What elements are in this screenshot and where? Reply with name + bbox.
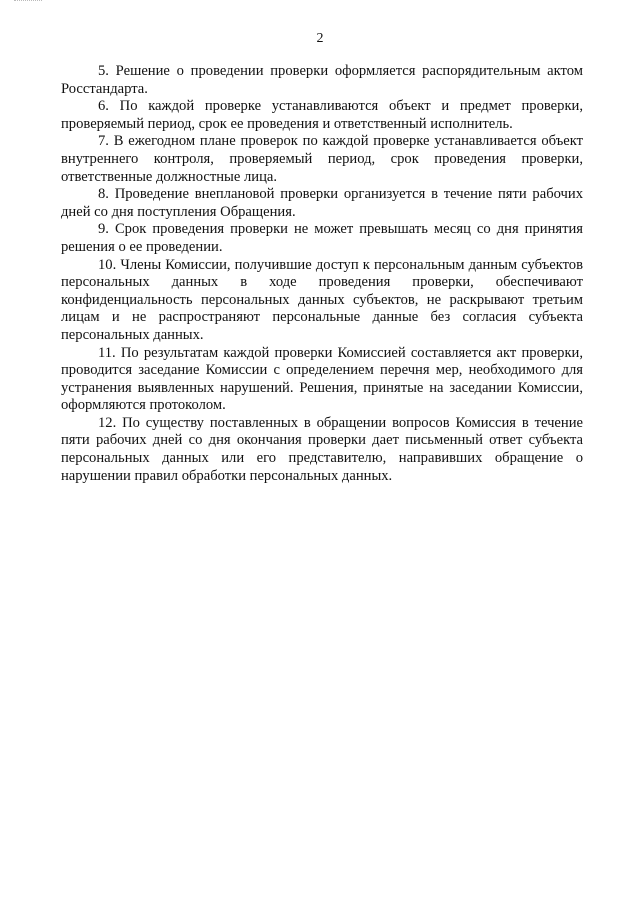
paragraph-9: 9. Срок проведения проверки не может превышать месяц со дня принятия решения о ее проведении.: [61, 221, 583, 255]
paragraph-11: 11. По результатам каждой проверки Комиссией составляется акт проверки, проводится заседание Комиссии с определением перечня мер, необходимого для устранения выявленных нарушений. Решения, принятые на заседании Комиссии, оформляются протоколом.: [61, 344, 583, 414]
paragraph-10: 10. Члены Комиссии, получившие доступ к персональным данным субъектов персональных данных в ходе проведения проверки, обеспечивают конфиденциальность персональных данных субъектов, не раскрывают третьим лицам и не распространяют персональные данные без согласия субъекта персональных данных.: [61, 256, 583, 343]
paragraph-7: 7. В ежегодном плане проверок по каждой проверке устанавливается объект внутреннего контроля, проверяемый период, срок проведения проверки, ответственные должностные лица.: [61, 133, 583, 185]
document-body: [61, 63, 583, 485]
paragraph-8: 8. Проведение внеплановой проверки организуется в течение пяти рабочих дней со дня поступления Обращения.: [61, 186, 583, 220]
page-number: 2: [316, 31, 324, 46]
paragraph-5: 5. Решение о проведении проверки оформляется распорядительным актом Росстандарта.: [61, 63, 583, 97]
scan-artifact: [14, 0, 42, 5]
paragraph-6: 6. По каждой проверке устанавливаются объект и предмет проверки, проверяемый период, срок ее проведения и ответственный исполнитель.: [61, 98, 583, 132]
paragraph-12: 12. По существу поставленных в обращении вопросов Комиссия в течение пяти рабочих дней со дня окончания проверки дает письменный ответ субъекта персональных данных или его представителю, направивших обращение о нарушении правил обработки персональных данных.: [61, 414, 583, 484]
